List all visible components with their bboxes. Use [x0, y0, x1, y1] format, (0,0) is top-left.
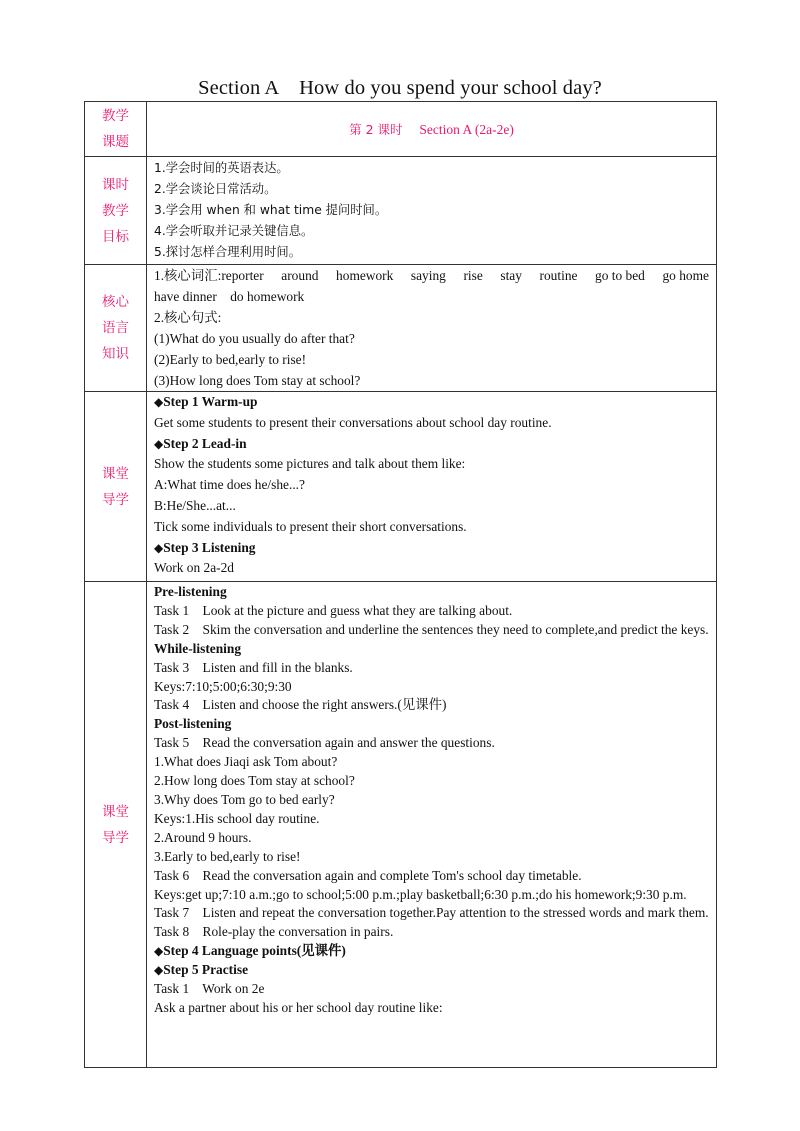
label-classroom-guide	[85, 392, 147, 582]
keys-line: 2.Around 9 hours.	[154, 829, 252, 845]
label-line: 核心	[102, 294, 129, 310]
page-title: Section A How do you spend your school day?	[198, 77, 602, 99]
task-line: Task 1 Look at the picture and guess what they are talking about.	[154, 602, 513, 618]
task-line: Task 3 Listen and fill in the blanks.	[154, 659, 353, 675]
phase-heading: Post-listening	[154, 716, 232, 732]
label-lesson-title	[85, 102, 147, 157]
lesson-number: 第 2 课时	[349, 122, 403, 137]
vocab-word: go home	[662, 268, 709, 283]
label-core-knowledge	[85, 265, 147, 392]
label-line: 语言	[102, 320, 129, 336]
row-classroom-guide-2	[85, 582, 717, 1068]
lesson-title-cell	[147, 102, 717, 157]
keys-line: 3.Early to bed,early to rise!	[154, 848, 301, 864]
vocab-word: saying	[410, 268, 446, 283]
objective-item: 2.学会谈论日常活动。	[154, 182, 277, 196]
objective-item: 1.学会时间的英语表达。	[154, 161, 289, 175]
sentences-intro: 2.核心句式:	[154, 310, 222, 325]
classroom-guide-cell-1	[147, 392, 717, 582]
question-line: 1.What does Jiaqi ask Tom about?	[154, 754, 338, 770]
step-text: Tick some individuals to present their short conversations.	[154, 518, 467, 534]
label-line: 课堂	[102, 803, 129, 820]
objective-item: 4.学会听取并记录关键信息。	[154, 224, 314, 238]
vocab-word: homework	[336, 268, 394, 283]
objective-item: 3.学会用 when 和 what time 提问时间。	[154, 203, 388, 217]
step-text: Show the students some pictures and talk about them like:	[154, 456, 466, 472]
phase-heading: While-listening	[154, 640, 242, 656]
diamond-bullet-icon: ◆	[154, 436, 164, 451]
label-line: 知识	[102, 346, 129, 362]
vocab-line	[154, 265, 709, 286]
label-line: 导学	[102, 829, 129, 846]
step-heading: ◆Step 5 Practise	[154, 962, 249, 978]
core-sentence: (2)Early to bed,early to rise!	[154, 352, 307, 367]
task-line: Task 7 Listen and repeat the conversation together.Pay attention to the stressed words and mark them.	[154, 905, 709, 921]
step-heading: ◆Step 1 Warm-up	[154, 394, 258, 409]
diamond-bullet-icon: ◆	[154, 963, 164, 978]
question-line: 3.Why does Tom go to bed early?	[154, 791, 335, 807]
question-line: 2.How long does Tom stay at school?	[154, 773, 355, 789]
step-heading: ◆Step 2 Lead-in	[154, 435, 247, 451]
label-classroom-guide	[85, 582, 147, 1068]
row-objectives	[85, 157, 717, 265]
task-line: Task 1 Work on 2e	[154, 981, 265, 997]
classroom-guide-cell-2	[147, 582, 717, 1068]
row-core-knowledge	[85, 265, 717, 392]
vocab-word: routine	[539, 268, 578, 283]
label-line: 课题	[102, 134, 129, 150]
task-line: Ask a partner about his or her school day routine like:	[154, 999, 443, 1015]
step-heading: ◆Step 3 Listening	[154, 539, 256, 555]
objective-item: 5.探讨怎样合理利用时间。	[154, 245, 301, 259]
phase-heading: Pre-listening	[154, 584, 227, 599]
step-heading: ◆Step 4 Language points(见课件)	[154, 943, 346, 959]
core-sentence: (1)What do you usually do after that?	[154, 331, 355, 346]
label-line: 导学	[102, 491, 129, 508]
step-text: Get some students to present their conversations about school day routine.	[154, 414, 552, 430]
lesson-section: Section A (2a-2e)	[419, 122, 514, 137]
label-line: 课堂	[102, 465, 129, 482]
task-line: Task 5 Read the conversation again and answer the questions.	[154, 735, 495, 751]
lesson-plan-table	[84, 101, 717, 1068]
diamond-bullet-icon: ◆	[154, 540, 164, 555]
dialog-line: A:What time does he/she...?	[154, 477, 305, 493]
vocab-line-2: have dinner do homework	[154, 289, 305, 304]
diamond-bullet-icon: ◆	[154, 944, 164, 959]
dialog-line: B:He/She...at...	[154, 497, 236, 513]
vocab-word: go to bed	[595, 268, 645, 283]
row-classroom-guide-1	[85, 392, 717, 582]
label-line: 教学	[102, 202, 129, 219]
core-knowledge-cell	[147, 265, 717, 392]
task-line: Task 6 Read the conversation again and complete Tom's school day timetable.	[154, 867, 582, 883]
keys-line: Keys:get up;7:10 a.m.;go to school;5:00 p.m.;play basketball;6:30 p.m.;do his homework;9:30 p.m.	[154, 886, 687, 902]
keys-line: Keys:7:10;5:00;6:30;9:30	[154, 678, 292, 694]
label-line: 课时	[102, 176, 129, 193]
task-line: Task 8 Role-play the conversation in pairs.	[154, 924, 394, 940]
step-text: Work on 2a-2d	[154, 560, 234, 576]
task-line: Task 4 Listen and choose the right answers.(见课件)	[154, 697, 447, 713]
label-objectives	[85, 157, 147, 265]
objectives-cell	[147, 157, 717, 265]
label-line: 教学	[102, 108, 129, 124]
task-line: Task 2 Skim the conversation and underline the sentences they need to complete,and predict the keys.	[154, 621, 709, 637]
label-line: 目标	[102, 228, 129, 245]
diamond-bullet-icon: ◆	[154, 395, 164, 409]
vocab-word: stay	[500, 268, 522, 283]
keys-line: Keys:1.His school day routine.	[154, 810, 320, 826]
vocab-intro: 1.核心词汇:reporter	[154, 268, 264, 283]
core-sentence: (3)How long does Tom stay at school?	[154, 373, 361, 388]
row-lesson-title	[85, 102, 717, 157]
vocab-word: rise	[463, 268, 483, 283]
vocab-word: around	[281, 268, 319, 283]
